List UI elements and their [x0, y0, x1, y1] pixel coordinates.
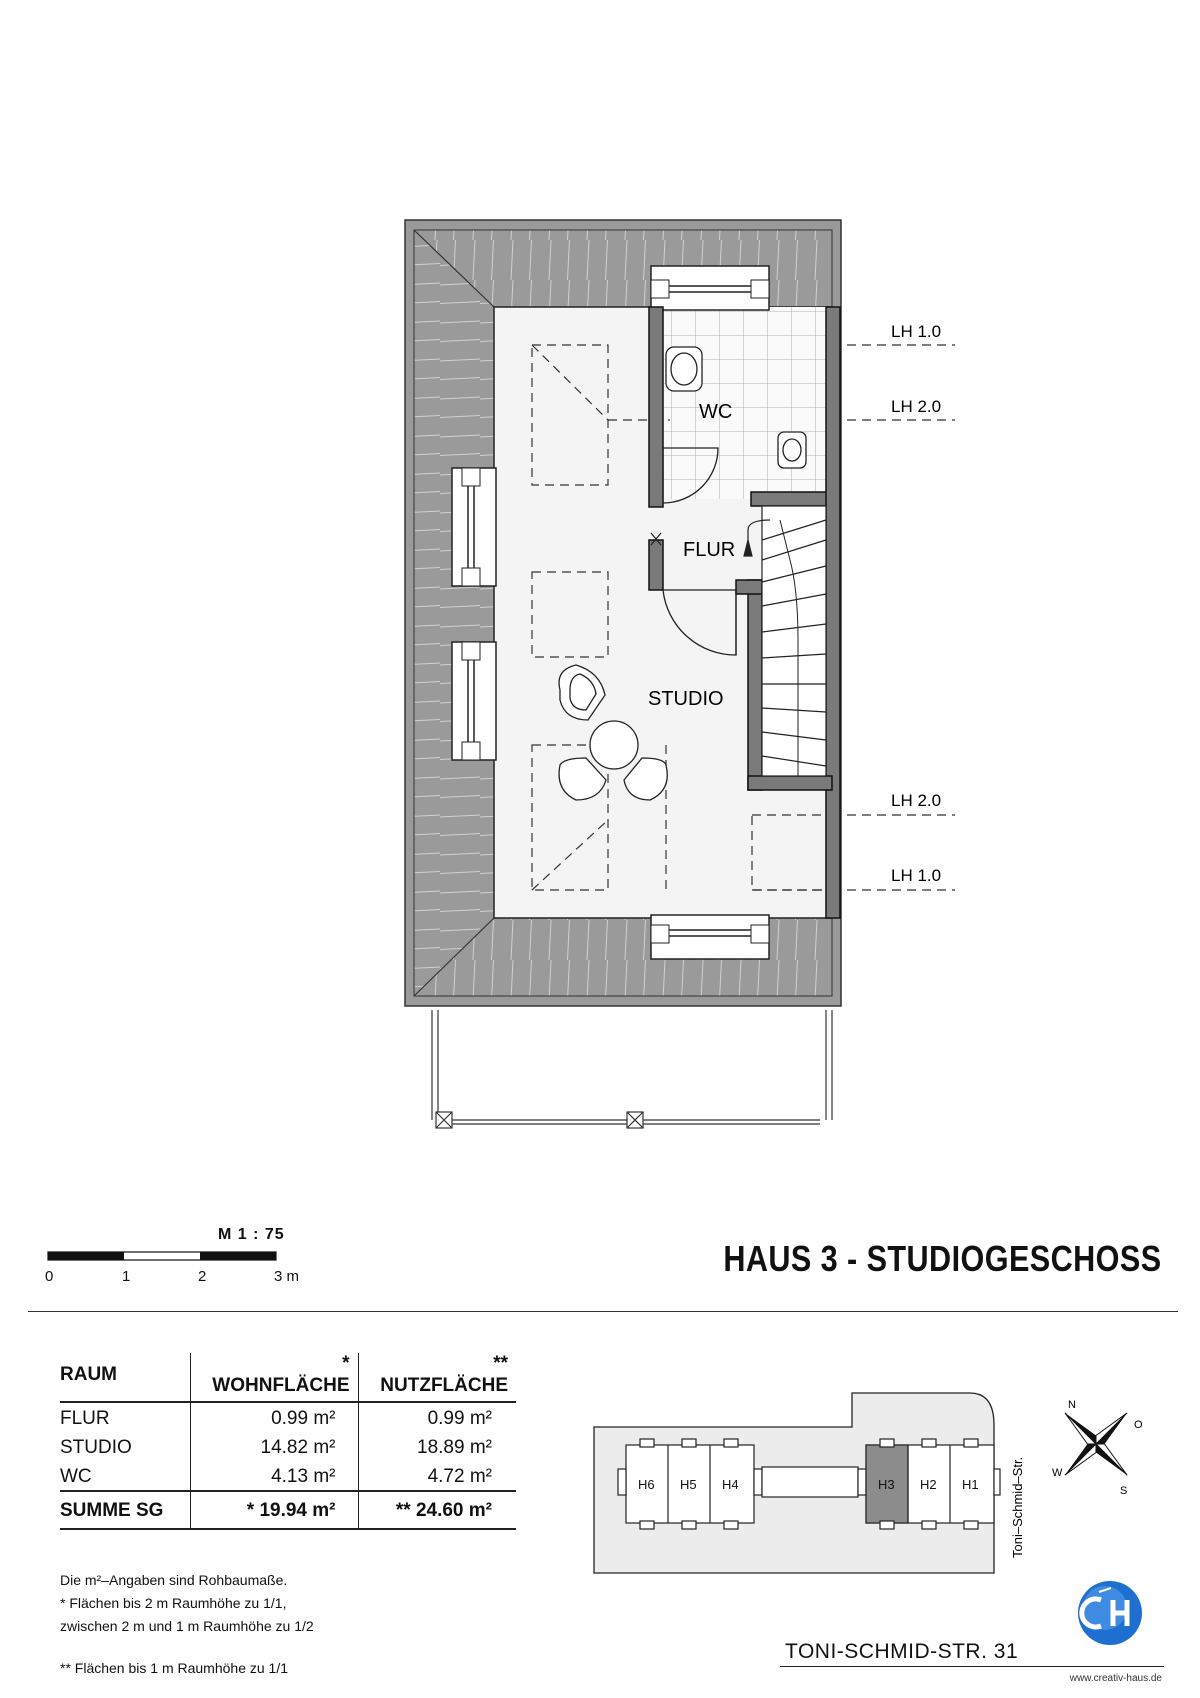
- height-label-bottom-2: LH 2.0: [891, 791, 942, 810]
- scale-tick-2: 2: [198, 1268, 207, 1285]
- note-line-2: * Flächen bis 2 m Raumhöhe zu 1/1,: [60, 1595, 287, 1611]
- dormer-left-2: [452, 642, 496, 760]
- page-title: HAUS 3 - STUDIOGESCHOSS: [723, 1238, 1162, 1279]
- table-header: [60, 1353, 516, 1402]
- street-label: [1004, 1448, 1030, 1560]
- scale-title: M 1 : 75: [218, 1226, 285, 1243]
- house-label-h2: H2: [920, 1477, 937, 1492]
- header-nutzflaeche: ** NUTZFLÄCHE: [358, 1353, 516, 1402]
- site-plan: [590, 1385, 1010, 1575]
- website-url: www.creativ-haus.de: [1069, 1673, 1162, 1684]
- compass-n: N: [1068, 1399, 1076, 1411]
- house-label-h5: H5: [680, 1477, 697, 1492]
- house-label-h4: H4: [722, 1477, 739, 1492]
- note-line-3: zwischen 2 m und 1 m Raumhöhe zu 1/2: [60, 1618, 314, 1634]
- header-raum: RAUM: [60, 1353, 190, 1402]
- room-label-flur: FLUR: [683, 539, 736, 561]
- cell-nutz: 4.72 m²: [358, 1461, 516, 1491]
- cell-nutz: 18.89 m²: [358, 1432, 516, 1461]
- height-label-bottom-1: LH 1.0: [891, 866, 942, 885]
- connector: [762, 1467, 858, 1497]
- scale-tick-3: 3 m: [274, 1268, 300, 1285]
- sum-wohn: * 19.94 m²: [190, 1491, 358, 1529]
- creativ-haus-logo: [1075, 1578, 1145, 1648]
- scale-bar: [44, 1249, 284, 1263]
- area-notes: [60, 1569, 314, 1638]
- table-row: [60, 1461, 516, 1491]
- cell-wohn: 14.82 m²: [190, 1432, 358, 1461]
- compass-icon: [1040, 1388, 1152, 1500]
- height-label-top-2: LH 2.0: [891, 397, 942, 416]
- sum-raum: SUMME SG: [60, 1491, 190, 1529]
- house-label-h1: H1: [962, 1477, 979, 1492]
- house-label-h3: H3: [878, 1477, 895, 1492]
- scale-tick-1: 1: [122, 1268, 131, 1285]
- cell-wohn: 0.99 m²: [190, 1402, 358, 1432]
- address-rule: [780, 1666, 1164, 1667]
- header-wohnflaeche: * WOHNFLÄCHE: [190, 1353, 358, 1402]
- scale-tick-0: 0: [45, 1268, 54, 1285]
- room-label-studio: STUDIO: [648, 688, 724, 710]
- compass-o: O: [1134, 1419, 1143, 1431]
- dormer-bottom: [651, 915, 769, 959]
- note-line-4: ** Flächen bis 1 m Raumhöhe zu 1/1: [60, 1660, 289, 1676]
- table-row: [60, 1432, 516, 1461]
- balcony: [432, 1010, 832, 1128]
- table-sum-row: [60, 1491, 516, 1529]
- dormer-top: [651, 266, 769, 310]
- dormer-left-1: [452, 468, 496, 586]
- compass-s: S: [1120, 1485, 1128, 1497]
- cell-raum: WC: [60, 1465, 92, 1487]
- compass-w: W: [1052, 1467, 1063, 1479]
- address: TONI-SCHMID-STR. 31: [785, 1640, 1019, 1663]
- sum-nutz: ** 24.60 m²: [358, 1491, 516, 1529]
- cell-wohn: 4.13 m²: [190, 1461, 358, 1491]
- cell-raum: STUDIO: [60, 1436, 132, 1458]
- room-label-wc: WC: [699, 401, 733, 423]
- note-line-1: Die m²–Angaben sind Rohbaumaße.: [60, 1572, 288, 1588]
- divider: [28, 1311, 1178, 1312]
- table-row: [60, 1402, 516, 1432]
- area-table: [60, 1353, 516, 1530]
- house-label-h6: H6: [638, 1477, 655, 1492]
- height-label-top-1: LH 1.0: [891, 322, 942, 341]
- cell-nutz: 0.99 m²: [358, 1402, 516, 1432]
- street-name: Toni–Schmid–Str.: [1010, 1456, 1025, 1558]
- cell-raum: FLUR: [60, 1407, 110, 1429]
